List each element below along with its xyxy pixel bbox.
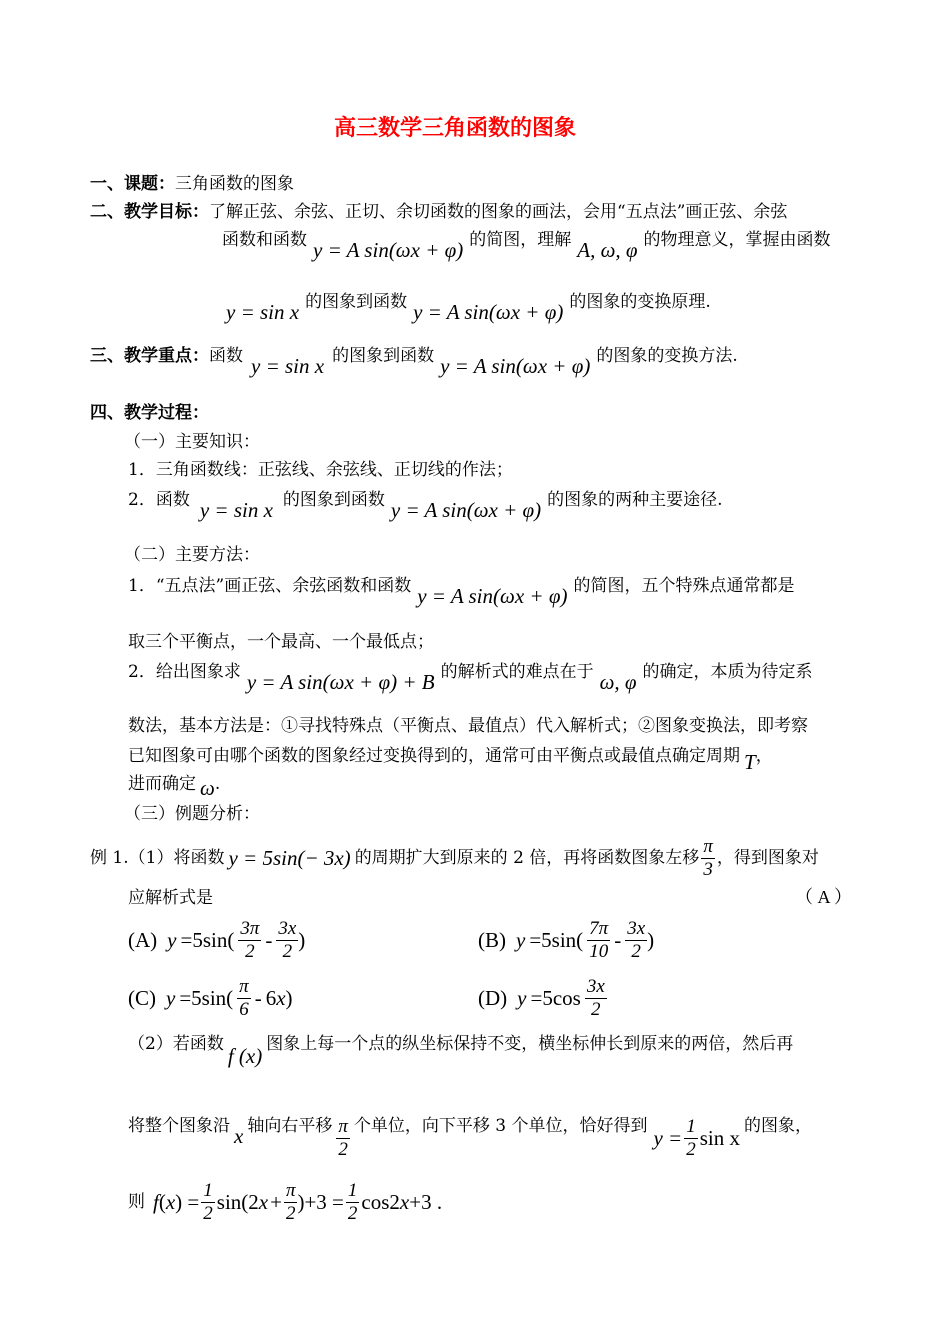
numerator: π — [338, 1116, 348, 1137]
section-text: 三角函数的图象 — [175, 174, 294, 194]
formula-ex1: y = 5sin(− 3x) — [228, 845, 351, 870]
goals-line-3 — [226, 292, 711, 324]
formula-ysin: y = A sin(ωx + φ) — [390, 498, 542, 522]
numerator: 1 — [686, 1116, 696, 1137]
text: ， — [755, 746, 773, 766]
denominator: 2 — [338, 1138, 348, 1160]
text: 个单位，向下平移 3 个单位，恰好得到 — [353, 1115, 648, 1136]
example-1-line-2: 应解析式是 — [128, 888, 213, 908]
methods-item-2-line-4 — [128, 746, 773, 774]
formula-T: T — [744, 750, 756, 774]
text: 轴向右平移 — [247, 1115, 333, 1136]
formula-ysinx: y = sin x — [199, 498, 273, 522]
page-title: 高三数学三角函数的图象 — [334, 115, 577, 141]
formula-ysin: y = A sin(ωx + φ) — [417, 584, 568, 608]
section-label: 二、教学目标： — [90, 202, 209, 222]
text: （2）若函数 — [128, 1034, 224, 1054]
text: 的物理意义，掌握由函数 — [643, 230, 831, 250]
example-2-result: 则 f ( x ) = $\frac{1}{2}$ sin(2 x + $\frac{\pi}{2}$ )+3 = $\frac{1}{2}$ cos2 x +3 . — [128, 1180, 443, 1224]
text: 的图象到函数 — [282, 490, 385, 510]
subheading-methods: （二）主要方法： — [124, 545, 260, 565]
section-goals — [90, 204, 787, 221]
choice-label: (B) — [478, 927, 506, 952]
formula-awp: A, ω, φ — [577, 238, 638, 262]
text: 的解析式的难点在于 — [440, 662, 594, 682]
example-2-line-2: 将整个图象沿 x 轴向右平移 $\frac{\pi}{2}$ 个单位，向下平移 3 个单位，恰好得到 y = $\frac{1}{2}$ sin x 的图象， — [128, 1115, 812, 1160]
section-topic — [90, 176, 294, 193]
subheading-examples: （三）例题分析： — [124, 804, 260, 824]
methods-item-1 — [128, 576, 795, 608]
section-label: 三、教学重点： — [90, 346, 209, 366]
text: 的图象到函数 — [305, 292, 408, 312]
fraction-pi-over-2 — [336, 1116, 350, 1161]
fraction-pi-over-3 — [701, 836, 715, 881]
formula-omega: ω — [200, 776, 215, 800]
formula-ysin: y = A sin(ωx + φ) — [440, 354, 591, 378]
formula-ysinB: y = A sin(ωx + φ) + B — [246, 670, 435, 694]
section-process: 四、教学过程： — [90, 403, 209, 423]
section-text: 了解正弦、余弦、正切、余切函数的图象的画法，会用“五点法”画正弦、余弦 — [209, 202, 788, 222]
knowledge-item-1: 1．三角函数线：正弦线、余弦线、正切线的作法； — [128, 460, 513, 480]
answer-bracket: （ A ） — [795, 887, 853, 907]
choice-label: (A) — [128, 927, 158, 952]
text: 的图象到函数 — [332, 346, 435, 366]
section-focus — [90, 346, 738, 378]
text: 图象上每一个点的纵坐标保持不变，横坐标伸长到原来的两倍，然后再 — [266, 1034, 794, 1054]
methods-item-2-line-3: 数法，基本方法是：①寻找特殊点（平衡点、最值点）代入解析式；②图象变换法，即考察 — [128, 716, 808, 736]
choice-label: (C) — [128, 985, 156, 1010]
choice-a: (A) y =5sin( $\frac{3\pi}{2}$ - $\frac{3x}{2}$ ) — [128, 918, 306, 962]
formula-ysin: y = A sin(ωx + φ) — [313, 238, 464, 262]
methods-item-2-line-5: 进而确定 ω . — [128, 774, 221, 800]
methods-item-2 — [128, 662, 813, 694]
text: 的图象的变换方法. — [596, 346, 738, 366]
choice-c: (C) y =5sin( $\frac{\pi}{6}$ - 6 x ) — [128, 976, 293, 1020]
formula-x: x — [234, 1123, 244, 1148]
denominator: 3 — [703, 858, 713, 880]
text: 将整个图象沿 — [128, 1115, 230, 1136]
section-label: 一、课题： — [90, 174, 175, 194]
text: 函数和函数 — [222, 230, 307, 250]
text: 的图象的两种主要途径. — [547, 490, 723, 510]
text: 函数 — [209, 346, 243, 366]
text: 的周期扩大到原来的 2 倍，再将函数图象左移 — [354, 847, 700, 868]
subheading-knowledge: （一）主要知识： — [124, 432, 260, 452]
text: 的简图，理解 — [469, 230, 572, 250]
formula-fx: f (x) — [227, 1044, 263, 1068]
text: 则 — [128, 1191, 145, 1212]
text: 2．给出图象求 — [128, 662, 241, 682]
example-1-line-1 — [90, 836, 819, 881]
formula-ysinx: y = sin x — [226, 300, 300, 324]
formula-ysin: y = A sin(ωx + φ) — [413, 300, 564, 324]
knowledge-item-2 — [128, 490, 723, 522]
formula-ysinx: y = sin x — [251, 354, 325, 378]
choice-d: (D) y =5cos $\frac{3x}{2}$ — [478, 976, 605, 1020]
choice-label: (D) — [478, 985, 508, 1010]
text: 1．“五点法”画正弦、余弦函数和函数 — [128, 576, 412, 596]
example-2-line-1 — [128, 1034, 794, 1068]
fraction-one-half — [684, 1116, 698, 1161]
text: 已知图象可由哪个函数的图象经过变换得到的，通常可由平衡点或最值点确定周期 — [128, 746, 740, 766]
text: 2．函数 — [128, 490, 190, 510]
text: 的图象， — [744, 1115, 812, 1136]
text: 的确定，本质为待定系 — [642, 662, 813, 682]
formula-wp: ω, φ — [599, 670, 637, 694]
text: 例 1.（1）将函数 — [90, 847, 225, 868]
formula-sinx: sin x — [699, 1125, 740, 1150]
text: 的简图，五个特殊点通常都是 — [573, 576, 795, 596]
methods-item-1-cont: 取三个平衡点，一个最高、一个最低点； — [128, 632, 434, 652]
text: ，得到图象对 — [716, 847, 819, 868]
numerator: π — [703, 836, 713, 857]
text: 的图象的变换原理. — [569, 292, 711, 312]
goals-line-2 — [222, 230, 831, 262]
text: 进而确定 — [128, 774, 196, 794]
choice-b: (B) y =5sin( $\frac{7\pi}{10}$ - $\frac{3x}{2}$ ) — [478, 918, 655, 962]
denominator: 2 — [686, 1138, 696, 1160]
